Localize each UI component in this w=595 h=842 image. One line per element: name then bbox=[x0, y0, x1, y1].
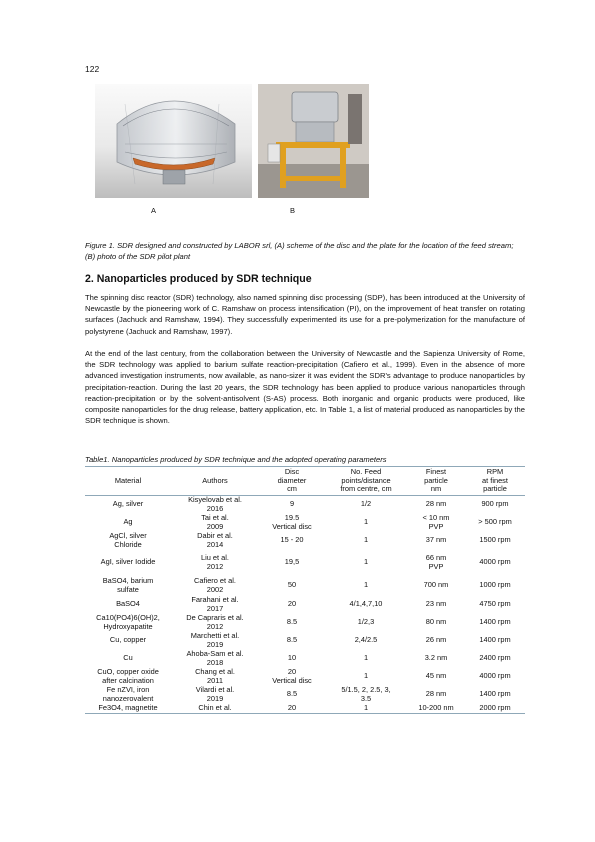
cell-line: Fe nZVI, iron bbox=[106, 684, 150, 694]
cell-line: Tai et al. bbox=[201, 512, 229, 522]
cell-line: 28 nm bbox=[425, 499, 447, 509]
table-row bbox=[85, 550, 525, 576]
cell-line: 1/2,3 bbox=[357, 617, 375, 627]
cell-rpm bbox=[465, 668, 525, 686]
header-disc-diameter bbox=[259, 467, 325, 496]
table-row bbox=[85, 650, 525, 668]
header-line: particle bbox=[424, 475, 448, 485]
header-line: at finest bbox=[482, 475, 508, 485]
cell-material bbox=[85, 550, 171, 576]
cell-line: Cu, copper bbox=[109, 635, 147, 645]
table-row bbox=[85, 632, 525, 650]
cell-disc-diameter bbox=[259, 686, 325, 704]
table-header bbox=[85, 467, 525, 496]
cell-line: Ag, silver bbox=[112, 499, 144, 509]
cell-line: Hydroxyapatite bbox=[103, 621, 153, 631]
header-material bbox=[85, 467, 171, 496]
cell-rpm bbox=[465, 514, 525, 532]
cell-line: 2011 bbox=[207, 675, 223, 685]
cell-line: 1 bbox=[363, 517, 369, 527]
pilot-plant-drawing bbox=[258, 84, 369, 198]
cell-line: PVP bbox=[428, 521, 444, 531]
cell-line: 900 rpm bbox=[481, 499, 509, 509]
paragraph-2: At the end of the last century, from the collaboration between the University of Newcastle and the Sapienza University of Rome, the SDR technology was applied to barium sulfate reaction-precipitation (Cafiero et al., 1999). Even in the absence of more advanced investigation instruments, now available, as nano-sizer it was evident the SDR's advantage to produce nanoparticles by precipitation-reaction. During the last 20 years, the SDR technology has been applied to produce various nanoparticles through reaction-precipitation or by the solvent-antisolvent (S-AS) process. Both inorganic and organic products were produced, like composite nanoparticles for the drug release, battery application, etc. In Table 1, a list of material produced as nanoparticles by the SDR technique is shown. bbox=[85, 349, 525, 426]
cell-line: 2012 bbox=[206, 621, 224, 631]
cell-line: 20 bbox=[287, 702, 297, 712]
cell-line: 1500 rpm bbox=[479, 535, 511, 545]
cell-material bbox=[85, 632, 171, 650]
cell-line: 50 bbox=[287, 580, 297, 590]
cell-line: 2,4/2.5 bbox=[354, 635, 378, 645]
header-finest-particle bbox=[407, 467, 465, 496]
cell-feed-points bbox=[325, 668, 407, 686]
nanoparticles-table bbox=[85, 466, 525, 714]
cell-line: 4/1,4,7,10 bbox=[349, 599, 383, 609]
cell-line: De Capraris et al. bbox=[186, 612, 244, 622]
cell-line: 4000 rpm bbox=[479, 671, 511, 681]
header-authors bbox=[171, 467, 259, 496]
cell-finest-particle bbox=[407, 650, 465, 668]
cell-finest-particle bbox=[407, 550, 465, 576]
cell-disc-diameter bbox=[259, 668, 325, 686]
table-caption: Table1. Nanoparticles produced by SDR technique and the adopted operating parameters bbox=[85, 455, 387, 464]
table-row bbox=[85, 496, 525, 514]
cell-line: Vilardi et al. bbox=[195, 684, 235, 694]
cell-disc-diameter bbox=[259, 532, 325, 550]
header-feed-points bbox=[325, 467, 407, 496]
cell-disc-diameter bbox=[259, 704, 325, 714]
cell-authors bbox=[171, 704, 259, 714]
cell-material bbox=[85, 514, 171, 532]
cell-rpm bbox=[465, 650, 525, 668]
cell-authors bbox=[171, 550, 259, 576]
cell-line: 3.2 nm bbox=[424, 653, 448, 663]
cell-line: 1/2 bbox=[360, 499, 372, 509]
cell-line: Marchetti et al. bbox=[190, 630, 240, 640]
cell-authors bbox=[171, 514, 259, 532]
cell-authors bbox=[171, 614, 259, 632]
cell-finest-particle bbox=[407, 576, 465, 596]
cell-authors bbox=[171, 496, 259, 514]
cell-rpm bbox=[465, 596, 525, 614]
cell-finest-particle bbox=[407, 668, 465, 686]
cell-line: sulfate bbox=[117, 584, 139, 594]
cell-material bbox=[85, 686, 171, 704]
cell-feed-points bbox=[325, 496, 407, 514]
cell-line: 2019 bbox=[206, 639, 224, 649]
cell-line: 8.5 bbox=[286, 617, 298, 627]
figure-caption: Figure 1. SDR designed and constructed by LABOR srl, (A) scheme of the disc and the plate for the location of the feed stream; (B) photo of the SDR pilot plant bbox=[85, 241, 514, 261]
cell-line: 4750 rpm bbox=[479, 599, 511, 609]
table-row bbox=[85, 668, 525, 686]
cell-line: 1 bbox=[363, 653, 369, 663]
section-heading: 2. Nanoparticles produced by SDR technique bbox=[85, 273, 312, 285]
cell-disc-diameter bbox=[259, 550, 325, 576]
cell-line: 2002 bbox=[206, 584, 224, 594]
cell-material bbox=[85, 532, 171, 550]
cell-line: 20 bbox=[287, 599, 297, 609]
cell-line: 1400 rpm bbox=[479, 635, 511, 645]
cell-line: Vertical disc bbox=[272, 675, 312, 685]
cell-line: after calcination bbox=[102, 675, 154, 685]
cell-disc-diameter bbox=[259, 596, 325, 614]
cell-line: nanozerovalent bbox=[102, 693, 154, 703]
cell-material bbox=[85, 576, 171, 596]
cell-line: Fe3O4, magnetite bbox=[98, 702, 158, 712]
page-number: 122 bbox=[85, 64, 100, 74]
figure-panel-a-label: A bbox=[151, 206, 157, 215]
cell-rpm bbox=[465, 576, 525, 596]
cell-rpm bbox=[465, 632, 525, 650]
cell-line: 10 bbox=[287, 653, 297, 663]
cell-line: 10-200 nm bbox=[418, 702, 454, 712]
cell-disc-diameter bbox=[259, 514, 325, 532]
cell-disc-diameter bbox=[259, 614, 325, 632]
cell-authors bbox=[171, 686, 259, 704]
cell-line: 4000 rpm bbox=[479, 557, 511, 567]
cell-line: < 10 nm bbox=[422, 512, 450, 522]
cell-line: 8.5 bbox=[286, 689, 298, 699]
cell-feed-points bbox=[325, 632, 407, 650]
cell-line: BaSO4 bbox=[116, 599, 140, 609]
cell-line: 2012 bbox=[206, 561, 224, 571]
cell-line: 2017 bbox=[206, 603, 224, 613]
table-row bbox=[85, 532, 525, 550]
cell-material bbox=[85, 650, 171, 668]
cell-disc-diameter bbox=[259, 576, 325, 596]
cell-line: Kisyelovab et al. bbox=[188, 495, 242, 505]
cell-authors bbox=[171, 632, 259, 650]
cell-line: 19.5 bbox=[284, 512, 300, 522]
cell-finest-particle bbox=[407, 614, 465, 632]
cell-line: Dabir et al. bbox=[197, 530, 233, 540]
header-line: Authors bbox=[202, 475, 228, 485]
cell-disc-diameter bbox=[259, 496, 325, 514]
cell-disc-diameter bbox=[259, 650, 325, 668]
cell-finest-particle bbox=[407, 514, 465, 532]
cell-feed-points bbox=[325, 576, 407, 596]
cell-rpm bbox=[465, 704, 525, 714]
header-rpm bbox=[465, 467, 525, 496]
cell-line: Ahoba-Sam et al. bbox=[186, 648, 244, 658]
cell-line: 2400 rpm bbox=[479, 653, 511, 663]
cell-line: 28 nm bbox=[425, 689, 447, 699]
cell-line: 700 nm bbox=[423, 580, 449, 590]
cell-line: 1 bbox=[363, 557, 369, 567]
cell-line: 26 nm bbox=[425, 635, 447, 645]
cell-line: 1000 rpm bbox=[479, 580, 511, 590]
cell-line: CuO, copper oxide bbox=[97, 666, 159, 676]
header-line: points/distance bbox=[341, 475, 391, 485]
cell-line: 2000 rpm bbox=[479, 702, 511, 712]
cell-authors bbox=[171, 532, 259, 550]
cell-line: > 500 rpm bbox=[478, 517, 512, 527]
cell-finest-particle bbox=[407, 532, 465, 550]
cell-line: Ag bbox=[123, 517, 133, 527]
cell-feed-points bbox=[325, 650, 407, 668]
cell-line: Farahani et al. bbox=[191, 594, 239, 604]
cell-line: Liu et al. bbox=[201, 552, 229, 562]
cell-feed-points bbox=[325, 550, 407, 576]
cell-rpm bbox=[465, 686, 525, 704]
cell-line: 3.5 bbox=[360, 693, 372, 703]
cell-authors bbox=[171, 576, 259, 596]
cell-material bbox=[85, 496, 171, 514]
cell-line: 2018 bbox=[206, 657, 224, 667]
table-row bbox=[85, 514, 525, 532]
header-line: from centre, cm bbox=[340, 484, 392, 494]
header-line: No. Feed bbox=[350, 467, 382, 477]
disc-scheme-drawing bbox=[95, 84, 252, 198]
cell-line: 1 bbox=[363, 535, 369, 545]
cell-finest-particle bbox=[407, 496, 465, 514]
cell-feed-points bbox=[325, 704, 407, 714]
cell-line: 1400 rpm bbox=[479, 689, 511, 699]
table-row bbox=[85, 614, 525, 632]
table-row bbox=[85, 576, 525, 596]
cell-line: 2016 bbox=[206, 503, 224, 513]
cell-finest-particle bbox=[407, 596, 465, 614]
header-line: diameter bbox=[277, 475, 307, 485]
cell-line: 37 nm bbox=[425, 535, 447, 545]
figure-a-disc-scheme bbox=[95, 84, 252, 198]
cell-line: BaSO4, barium bbox=[102, 575, 154, 585]
cell-line: 66 nm bbox=[425, 552, 447, 562]
header-line: RPM bbox=[486, 467, 504, 477]
cell-line: 20 bbox=[287, 666, 297, 676]
cell-rpm bbox=[465, 532, 525, 550]
cell-material bbox=[85, 704, 171, 714]
cell-line: 45 nm bbox=[425, 671, 447, 681]
cell-line: 2019 bbox=[206, 693, 224, 703]
cell-line: 1 bbox=[363, 702, 369, 712]
cell-line: Chloride bbox=[114, 539, 142, 549]
table-body bbox=[85, 496, 525, 714]
cell-finest-particle bbox=[407, 704, 465, 714]
cell-line: Cafiero et al. bbox=[194, 575, 236, 585]
table-row bbox=[85, 704, 525, 714]
cell-line: 2009 bbox=[206, 521, 224, 531]
cell-line: 9 bbox=[289, 499, 295, 509]
cell-material bbox=[85, 614, 171, 632]
cell-line: 80 nm bbox=[425, 617, 447, 627]
cell-material bbox=[85, 596, 171, 614]
cell-feed-points bbox=[325, 614, 407, 632]
header-line: Disc bbox=[284, 467, 300, 477]
cell-feed-points bbox=[325, 532, 407, 550]
cell-line: Cu bbox=[123, 653, 133, 663]
cell-disc-diameter bbox=[259, 632, 325, 650]
cell-line: 5/1.5, 2, 2.5, 3, bbox=[341, 684, 391, 694]
cell-line: Vertical disc bbox=[272, 521, 312, 531]
cell-feed-points bbox=[325, 514, 407, 532]
cell-line: AgCl, silver bbox=[109, 530, 147, 540]
cell-rpm bbox=[465, 496, 525, 514]
cell-line: 8.5 bbox=[286, 635, 298, 645]
figure-b-pilot-plant-photo bbox=[258, 84, 369, 198]
paragraph-1: The spinning disc reactor (SDR) technology, also named spinning disc processing (SDP), has been introduced at the University of Newcastle by the pioneering work of C. Ramshaw on process intensification (PI), on the improvement of heat transfer on rotating surfaces (Jachuck and Ramshaw, 1994). They successfully experimented its use for a pre-polymerization for the manufacture of polystyrene (Jachuck and Ramshaw, 1997). bbox=[85, 293, 525, 336]
cell-authors bbox=[171, 650, 259, 668]
cell-finest-particle bbox=[407, 686, 465, 704]
cell-authors bbox=[171, 596, 259, 614]
header-line: particle bbox=[483, 484, 507, 494]
cell-line: 1 bbox=[363, 671, 369, 681]
cell-authors bbox=[171, 668, 259, 686]
cell-line: 23 nm bbox=[425, 599, 447, 609]
cell-feed-points bbox=[325, 596, 407, 614]
table-row bbox=[85, 686, 525, 704]
header-line: nm bbox=[430, 484, 442, 494]
cell-line: 19,5 bbox=[284, 557, 300, 567]
cell-line: 1 bbox=[363, 580, 369, 590]
cell-line: PVP bbox=[428, 561, 444, 571]
cell-line: Chang et al. bbox=[195, 666, 235, 676]
cell-rpm bbox=[465, 550, 525, 576]
cell-line: AgI, silver Iodide bbox=[100, 557, 156, 567]
figure-panel-b-label: B bbox=[290, 206, 296, 215]
cell-line: 1400 rpm bbox=[479, 617, 511, 627]
cell-rpm bbox=[465, 614, 525, 632]
header-line: Finest bbox=[425, 467, 447, 477]
header-line: Material bbox=[114, 475, 142, 485]
cell-line: Chin et al. bbox=[198, 702, 232, 712]
cell-finest-particle bbox=[407, 632, 465, 650]
header-line: cm bbox=[287, 484, 297, 494]
cell-feed-points bbox=[325, 686, 407, 704]
table-row bbox=[85, 596, 525, 614]
cell-line: Ca10(PO4)6(OH)2, bbox=[96, 612, 160, 622]
cell-line: 15 - 20 bbox=[280, 535, 304, 545]
cell-material bbox=[85, 668, 171, 686]
cell-line: 2014 bbox=[206, 539, 224, 549]
